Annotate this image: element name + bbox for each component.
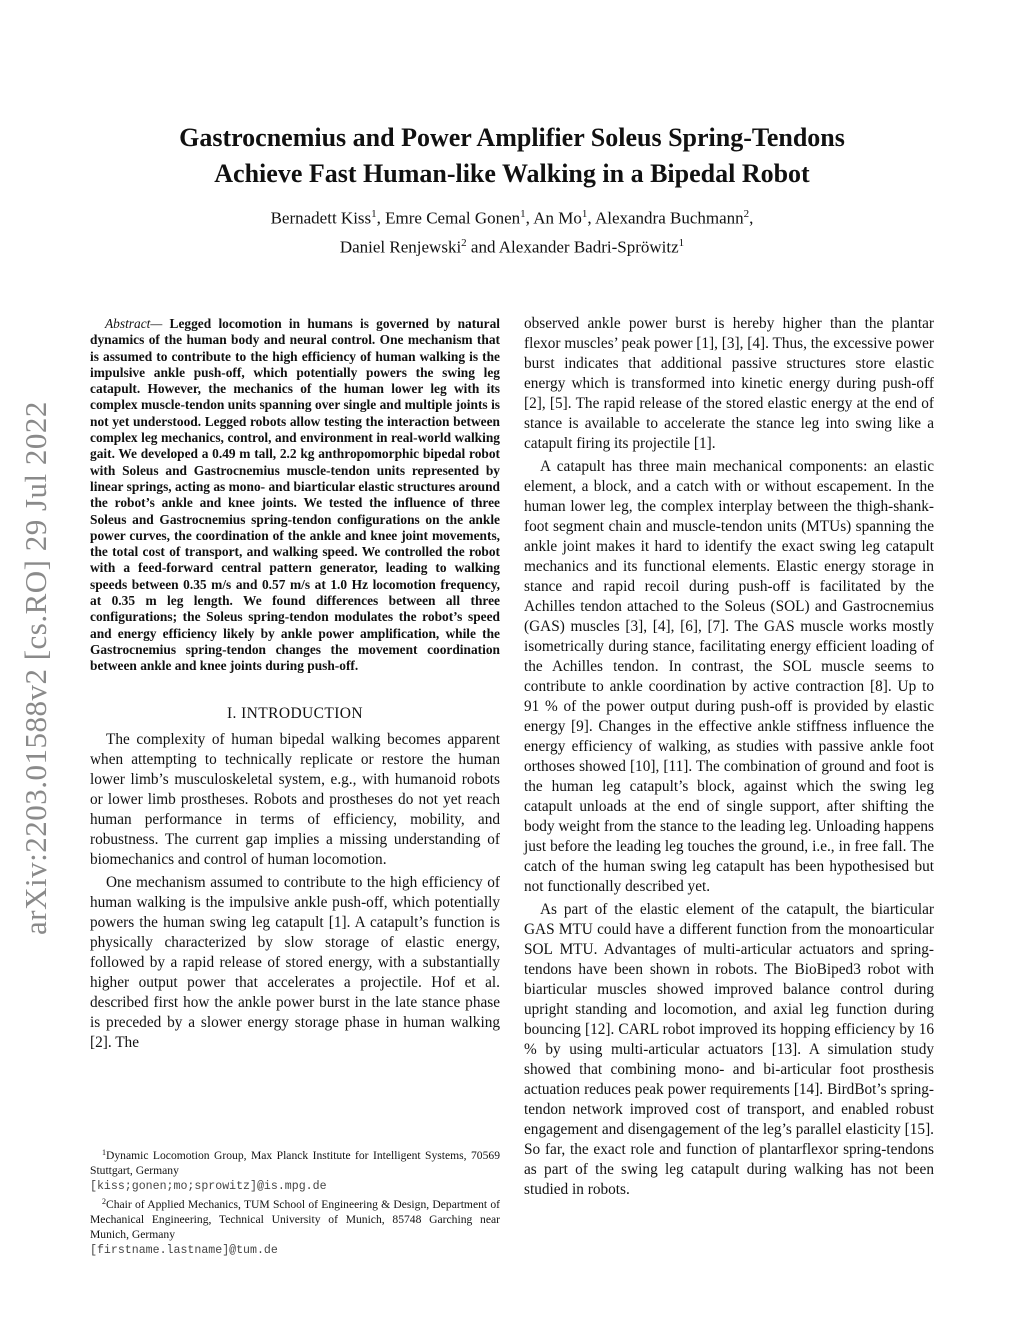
affiliation-mark: 1: [520, 208, 526, 220]
author-name: Alexandra Buchmann: [594, 208, 744, 228]
arxiv-identifier: arXiv:2203.01588v2 [cs.RO] 29 Jul 2022: [18, 401, 53, 935]
body-paragraph: observed ankle power burst is hereby higher than the plantar flexor muscles’ peak power [1], [3], [4]. Thus, the excessive power burst indicates that additional passive structures store elastic energy which is transformed into kinetic energy during push-off [2], [5]. The rapid release of the stored elastic energy at the end of stance is available to accelerate the stance leg into swing like a catapult firing its projectile [1].: [524, 315, 934, 452]
author-name: An Mo: [533, 208, 582, 228]
author-line-1: Bernadett Kiss$^1$, Emre Cemal Gonen$^1$, An Mo$^1$, Alexandra Buchmann$^2$,: [270, 208, 754, 228]
right-column: [524, 314, 934, 1203]
title-line-2: Achieve Fast Human-like Walking in a Bipedal Robot: [214, 159, 810, 188]
author-name: Daniel Renjewski: [339, 237, 462, 257]
title-line-1: Gastrocnemius and Power Amplifier Soleus Spring-Tendons: [179, 123, 845, 152]
section-heading: I. INTRODUCTION: [226, 704, 363, 722]
author-name: Bernadett Kiss: [270, 208, 372, 228]
body-paragraph: The complexity of human bipedal walking becomes apparent when attempting to technically replicate or restore the human lower limb’s musculoskeletal system, e.g., with humanoid robots or lower limb prostheses. Robots and prostheses do not yet reach human performance in terms of efficiency, mobility, and robustness. The current gap implies a missing understanding of biomechanics and control of human locomotion.: [90, 730, 500, 868]
footnote-1: $^1$Dynamic Locomotion Group, Max Planck Institute for Intelligent Systems, 70569 Stuttgart, Germany: [90, 1148, 500, 1178]
affiliation-mark: 1: [678, 236, 685, 249]
body-paragraph: One mechanism assumed to contribute to the high efficiency of human walking is the impulsive ankle push-off, which potentially powers the human swing leg catapult [1]. A catapult’s function is physically characterized by slow storage of elastic energy, followed by a rapid release of stored energy, with a substantially higher output power that accelerates a projectile. Hof et al. described first how the ankle power burst in the late stance phase is preceded by a slower energy storage phase in human walking [2]. The: [90, 873, 500, 1051]
abstract-label: Abstract—: [105, 316, 163, 331]
author-list: [100, 202, 924, 259]
footnote-1-email: [kiss;gonen;mo;sprowitz]@is.mpg.de: [90, 1179, 327, 1193]
affiliation-mark: 2: [461, 236, 467, 249]
abstract: [90, 316, 500, 675]
paper-title: [100, 120, 924, 192]
affiliation-mark: 1: [371, 208, 377, 220]
footnote-2-email: [firstname.lastname]@tum.de: [90, 1243, 278, 1257]
affiliation-mark: 2: [743, 208, 750, 220]
footnote-2: $^2$Chair of Applied Mechanics, TUM School of Engineering & Design, Department of Mechanical Engineering, Technical University of Munich, 85748 Garching near Munich, Germany: [90, 1196, 500, 1242]
left-column: [90, 316, 500, 1056]
abstract-text: Legged locomotion in humans is governed by natural dynamics of the human body and neural control. One mechanism that is assumed to contribute to the high efficiency of human walking is the impulsive ankle push-off, which potentially powers the swing leg catapult. However, the mechanics of the human lower leg with its complex muscle-tendon units spanning over single and multiple joints is not yet understood. Legged robots allow testing the interaction between complex leg mechanics, control, and environment in real-world walking gait. We developed a 0.49 m tall, 2.2 kg anthropomorphic bipedal robot with Soleus and Gastrocnemius muscle-tendon units represented by linear springs, acting as mono- and biarticular elastic structures around the robot’s ankle and knee joints. We tested the influence of three Soleus and Gastrocnemius spring-tendon configurations on the ankle power curves, the coordination of the ankle and knee joint movements, the total cost of transport, and walking speed. We controlled the robot with a feed-forward central pattern generator, leading to walking speeds between 0.35 m/s and 0.57 m/s at 1.0 Hz locomotion frequency, at 0.35 m leg length. We found differences between all three configurations; the Soleus spring-tendon modulates the robot’s speed and energy efficiency likely by ankle power amplification, while the Gastrocnemius spring-tendon changes the movement coordination between ankle and knee joints during push-off.: [90, 316, 500, 674]
affiliation-mark: 1: [581, 208, 588, 220]
footnotes: [90, 1145, 500, 1258]
author-name: Emre Cemal Gonen: [385, 208, 521, 228]
body-paragraph: A catapult has three main mechanical components: an elastic element, a block, and a catch with or without escapement. In the human lower leg, the complex interplay between the thigh-shank-foot segment chain and muscle-tendon units (MTUs) spanning the ankle joint makes it hard to identify the exact swing leg catapult mechanics and its functional elements. Elastic energy storage in stance and rapid recoil during push-off is facilitated by the Achilles tendon attached to the Soleus (SOL) and Gastrocnemius (GAS) muscles [3], [4], [6], [7]. The GAS muscle works mostly isometrically during stance, facilitating energy efficient loading of the Achilles tendon. In contrast, the SOL muscle seems to contribute to ankle coordination by active contraction [8]. Up to 91 % of the power output during push-off is provided by elastic energy [9]. Changes in the effective ankle stiffness influence the energy efficiency of walking, as studies with passive ankle foot orthoses showed [10], [11]. The combination of ground and foot is the human leg catapult’s block, against which the swing leg catapult unloads at the end of single support, after shifting the body weight from the stance to the leading leg. Unloading happens just before the leading leg touches the ground, i.e., in free fall. The catch of the human swing leg catapult has been hypothesised but not functionally described yet.: [524, 458, 934, 895]
body-paragraph: As part of the elastic element of the catapult, the biarticular GAS MTU could have a different function from the monoarticular SOL MTU. Advantages of multi-articular actuators and spring-tendons have been shown in robots. The BioBiped3 robot with biarticular muscles showed improved balance control during upright standing and locomotion, and axial leg function during bouncing [12]. CARL robot improved its hopping efficiency by 16 % by using multi-articular actuators [13]. A simulation study showed that combining mono- and bi-articular foot prosthesis actuation reduces peak power requirements [14]. BirdBot’s spring-tendon network improved cost of transport, and enabled robust engagement and disengagement of the leg’s parallel elasticity [15]. So far, the exact role and function of plantarflexor spring-tendons as part of the swing leg catapult during walking has not been studied in robots.: [524, 901, 934, 1198]
author-name: Alexander Badri-Spröwitz: [498, 237, 679, 257]
author-line-2: Daniel Renjewski$^2$ and Alexander Badri-Spröwitz$^1$: [339, 236, 685, 257]
